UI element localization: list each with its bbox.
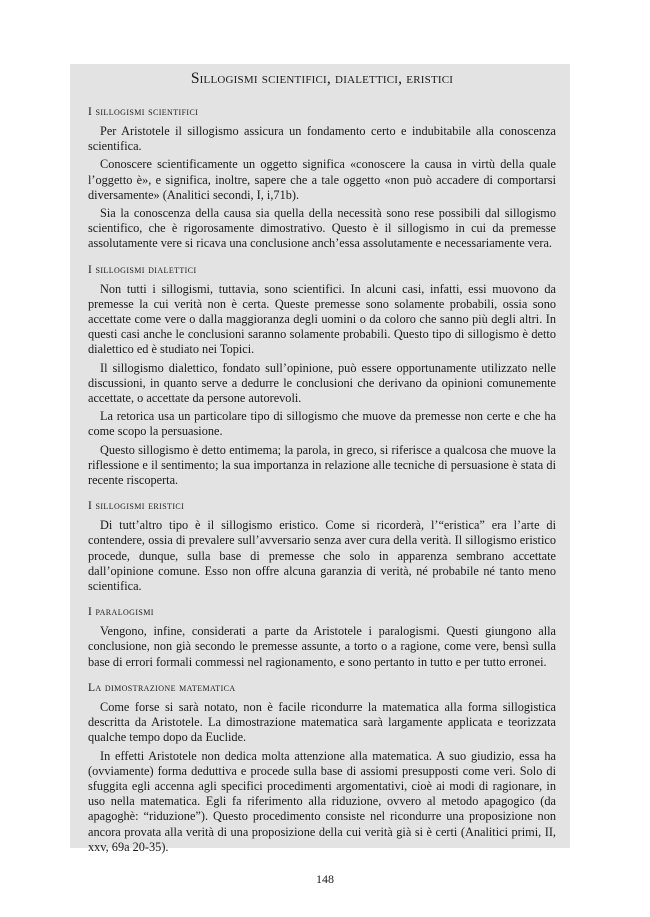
content-box xyxy=(70,64,570,854)
paragraph: Per Aristotele il sillogismo assicura un fondamento certo e indubitabile alla conoscenza scientifica. xyxy=(88,124,556,154)
section-heading: I paralogismi xyxy=(88,606,154,619)
section-heading: I sillogismi dialettici xyxy=(88,263,197,276)
page-number: 148 xyxy=(316,872,334,886)
paragraph: Di tutt’altro tipo è il sillogismo eristico. Come si ricorderà, l’“eristica” era l’arte di contendere, ossia di prevalere sull’avversario senza aver cura della verità. Il sillogismo eristico procede, dunque, sulla base di premesse che solo in apparenza sembrano accettate dall’opinione comune. Esso non offre alcuna garanzia di verità, né probabile né tanto meno scientifica. xyxy=(88,518,556,594)
paragraph: Sia la conoscenza della causa sia quella della necessità sono rese possibili dal sillogismo scientifico, che è rigorosamente dimostrativo. Questo è il sillogismo in cui da premesse assolutamente vere si ricava una conclusione anch’essa assolutamente e necessariamente vera. xyxy=(88,206,556,251)
paragraph: Non tutti i sillogismi, tuttavia, sono scientifici. In alcuni casi, infatti, essi muovono da premesse la cui verità non è certa. Queste premesse sono solamente probabili, ossia sono accettate come vere o dalla maggioranza degli uomini o da coloro che sanno più degli altri. In questi casi anche le conclusioni saranno solamente probabili. Questo tipo di sillogismo è detto dialettico ed è studiato nei Topici. xyxy=(88,281,556,357)
section-dialectical xyxy=(88,264,556,489)
page-title: Sillogismi scientifici, dialettici, eristici xyxy=(190,70,454,87)
paragraph: La retorica usa un particolare tipo di sillogismo che muove da premesse non certe e che ha come scopo la persuasione. xyxy=(88,409,556,439)
section-scientific xyxy=(88,106,556,252)
paragraph: In effetti Aristotele non dedica molta attenzione alla matematica. A suo giudizio, essa ha (ovviamente) forma deduttiva e procede sulla base di assiomi presupposti come veri. Solo di sfuggita egli accenna agli specifici procedimenti argomentativi, cioè ai modi di ragionare, in uso nella matematica. Egli fa riferimento alla riduzione, ovvero al metodo apagogico (da apagoghè: “riduzione”). Questo procedimento consiste nel ricondurre una proposizione non ancora provata alla verità di una proposizione della cui verità già si è certi (Analitici primi, II, xxv, 69a 20-35). xyxy=(88,748,556,854)
section-heading: I sillogismi eristici xyxy=(88,500,185,513)
section-eristic xyxy=(88,500,556,594)
section-paralogisms xyxy=(88,606,556,670)
paragraph: Conoscere scientificamente un oggetto significa «conoscere la causa in virtù della quale l’oggetto è», e significa, inoltre, sapere che a tale oggetto «non può accadere di comportarsi diversamente» (Analitici secondi, I, i,71b). xyxy=(88,157,556,202)
paragraph: Il sillogismo dialettico, fondato sull’opinione, può essere opportunamente utilizzato nelle discussioni, in quanto serve a dedurre le conclusioni che derivano da opinioni comunemente accettate, o accettate da persone autorevoli. xyxy=(88,360,556,406)
section-heading: I sillogismi scientifici xyxy=(88,106,199,118)
section-math-demonstration xyxy=(88,682,556,855)
paragraph: Come forse si sarà notato, non è facile ricondurre la matematica alla forma sillogistica descritta da Aristotele. La dimostrazione matematica sarà largamente applicata e teorizzata qualche tempo dopo da Euclide. xyxy=(88,699,556,745)
paragraph: Questo sillogismo è detto entimema; la parola, in greco, si riferisce a qualcosa che muove la riflessione e il sentimento; la sua importanza in relazione alle tecniche di persuasione è stata di recente riscoperta. xyxy=(88,442,556,488)
content-inner xyxy=(88,64,556,867)
section-heading: La dimostrazione matematica xyxy=(88,681,236,694)
paragraph: Vengono, infine, considerati a parte da Aristotele i paralogismi. Questi giungono alla conclusione, non già secondo le premesse assunte, a torto o a ragione, come vere, bensì sulla base di errori formali commessi nel ragionamento, e sono pertanto in tutto e per tutto erronei. xyxy=(88,624,556,669)
